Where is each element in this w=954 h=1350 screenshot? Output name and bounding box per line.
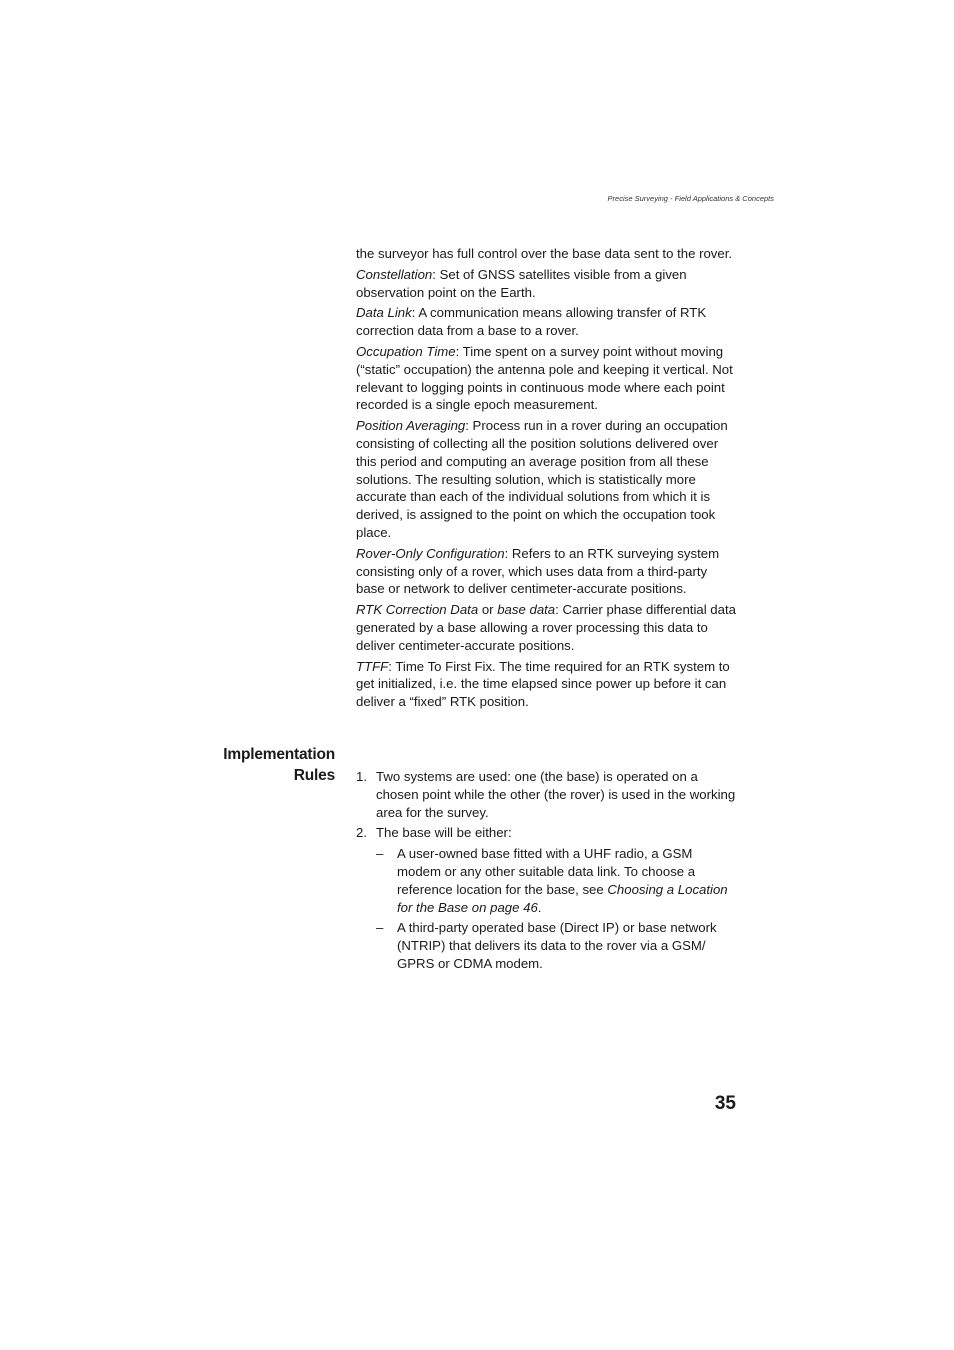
definition-item <box>356 417 736 542</box>
cross-reference-link[interactable]: Choosing a Location for the Base on page 46 <box>397 881 728 915</box>
definition-term: Rover-Only Configuration <box>356 545 505 561</box>
definition-term: Position Averaging <box>356 418 466 434</box>
definition-item <box>356 304 736 340</box>
sub-list <box>376 845 736 973</box>
definition-term: RTK Correction Data <box>356 602 479 618</box>
definition-text: : Time To First Fix. The time required for an RTK system to get initialized, i.e. the time elapsed since power up before it can deliver a “fixed” RTK position. <box>356 658 730 710</box>
definition-term-alt: base data <box>497 602 556 618</box>
definition-intro: the surveyor has full control over the base data sent to the rover. <box>356 246 733 261</box>
rule-text: The base will be either: <box>376 825 512 841</box>
definition-connector: or <box>478 602 498 618</box>
sub-item <box>376 919 736 972</box>
section-heading-line1: Implementation <box>223 746 335 763</box>
rule-item <box>356 824 736 972</box>
definition-text: : Set of GNSS satellites visible from a given observation point on the Earth. <box>356 266 687 300</box>
rule-item <box>356 768 736 821</box>
page-number: 35 <box>714 1093 736 1114</box>
rule-number: 2. <box>356 825 367 841</box>
sub-item-text: A third-party operated base (Direct IP) or base network (NTRIP) that delivers its data to the rover via a GSM/ GPRS or CDMA modem. <box>397 920 717 971</box>
sub-item <box>376 845 736 916</box>
definition-text: : A communication means allowing transfer of RTK correction data from a base to a rover. <box>356 305 707 339</box>
definition-item <box>356 266 736 302</box>
definition-text: : Refers to an RTK surveying system consisting only of a rover, which uses data from a third-party base or network to deliver centimeter-accurate positions. <box>356 545 720 597</box>
definition-term: TTFF <box>356 658 389 674</box>
running-header: Precise Surveying - Field Applications & Concepts <box>607 194 774 203</box>
definition-term: Constellation <box>356 266 433 282</box>
sub-item-end: . <box>537 899 542 915</box>
rule-text: Two systems are used: one (the base) is operated on a chosen point while the other (the rover) is used in the working area for the survey. <box>376 769 736 820</box>
dash-bullet: – <box>376 920 384 936</box>
definition-item <box>356 343 736 414</box>
sub-item-text: A user-owned base fitted with a UHF radio, a GSM modem or any other suitable data link. To choose a reference location for the base, see <box>397 846 696 897</box>
definition-text: : Time spent on a survey point without moving (“static” occupation) the antenna pole and keeping it vertical. Not relevant to logging points in continuous mode where each point recorded is a single epoch measurement. <box>356 343 733 413</box>
definition-item <box>356 601 736 654</box>
definition-term: Occupation Time <box>356 343 456 359</box>
dash-bullet: – <box>376 846 384 862</box>
definition-item <box>356 545 736 598</box>
definitions-block <box>356 245 736 714</box>
section-heading <box>160 744 335 786</box>
definition-item <box>356 658 736 711</box>
rules-list <box>356 768 736 976</box>
definition-term: Data Link <box>356 305 412 321</box>
definition-text: : Carrier phase differential data generated by a base allowing a rover processing this data to deliver centimeter-accurate positions. <box>356 602 736 653</box>
section-heading-line2: Rules <box>293 767 335 784</box>
rule-number: 1. <box>356 769 367 784</box>
definition-text: : Process run in a rover during an occupation consisting of collecting all the position solutions delivered over this period and computing an average position from all these solutions. The resulting solution, which is statistically more accurate than each of the individual solutions from which it is derived, is assigned to the point on which the occupation took place. <box>356 418 728 540</box>
